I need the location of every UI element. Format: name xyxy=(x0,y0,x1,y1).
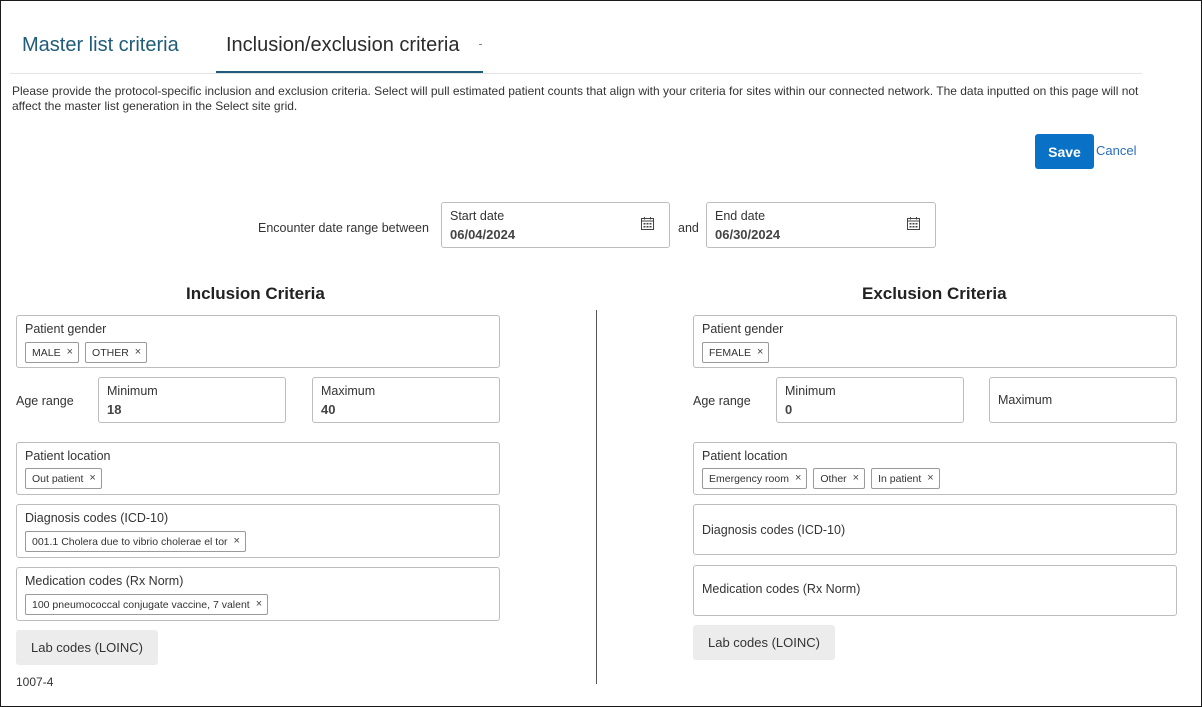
end-date-value: 06/30/2024 xyxy=(715,227,781,242)
inclusion-gender-label: Patient gender xyxy=(25,322,107,336)
end-date-field[interactable] xyxy=(706,202,936,248)
tab-separator-mark xyxy=(479,44,482,45)
remove-chip-icon[interactable]: × xyxy=(66,346,74,358)
remove-chip-icon[interactable]: × xyxy=(757,346,764,358)
inclusion-gender-field[interactable] xyxy=(16,315,500,368)
calendar-icon[interactable] xyxy=(641,217,654,230)
inclusion-diagnosis-chip: 001.1 Cholera due to vibrio cholerae el tor × xyxy=(25,531,246,552)
inclusion-age-min-field[interactable] xyxy=(98,377,286,423)
exclusion-gender-label: Patient gender xyxy=(702,322,784,336)
tab-inclusion-exclusion-criteria[interactable]: Inclusion/exclusion criteria xyxy=(226,34,460,56)
remove-chip-icon[interactable]: × xyxy=(794,472,802,484)
tab-master-list-criteria[interactable]: Master list criteria xyxy=(22,34,179,56)
exclusion-diagnosis-label: Diagnosis codes (ICD-10) xyxy=(702,523,846,537)
remove-chip-icon[interactable]: × xyxy=(233,535,240,547)
exclusion-age-max-label: Maximum xyxy=(998,393,1053,407)
calendar-icon[interactable] xyxy=(907,217,920,230)
remove-chip-icon[interactable]: × xyxy=(134,346,142,358)
column-divider xyxy=(596,310,597,684)
inclusion-age-max-label: Maximum xyxy=(321,384,376,398)
exclusion-diagnosis-field[interactable] xyxy=(693,504,1177,555)
encounter-date-range-label: Encounter date range between xyxy=(258,221,429,235)
exclusion-medication-field[interactable] xyxy=(693,565,1177,616)
intro-text: Please provide the protocol-specific inclusion and exclusion criteria. Select will pull estimated patient counts that align with your criteria for sites within our connected network. The data inputted on this page will not affect the master list generation in the Select site grid. xyxy=(12,84,1139,113)
inclusion-age-min-label: Minimum xyxy=(107,384,158,398)
remove-chip-icon[interactable]: × xyxy=(927,472,934,484)
inclusion-age-range-label: Age range xyxy=(16,394,74,408)
inclusion-medication-label: Medication codes (Rx Norm) xyxy=(25,574,184,588)
exclusion-gender-field[interactable] xyxy=(693,315,1177,368)
exclusion-criteria-title: Exclusion Criteria xyxy=(862,284,1007,303)
exclusion-gender-chip: FEMALE × xyxy=(702,342,769,363)
inclusion-medication-field[interactable] xyxy=(16,567,500,621)
exclusion-age-min-value: 0 xyxy=(785,402,793,417)
inclusion-diagnosis-field[interactable] xyxy=(16,504,500,558)
inclusion-lab-codes-button[interactable]: Lab codes (LOINC) xyxy=(16,630,158,665)
exclusion-age-range-label: Age range xyxy=(693,394,751,408)
inclusion-location-chip: Out patient × xyxy=(25,468,102,489)
start-date-field[interactable] xyxy=(441,202,670,248)
exclusion-lab-codes-button[interactable]: Lab codes (LOINC) xyxy=(693,625,835,660)
inclusion-diagnosis-label: Diagnosis codes (ICD-10) xyxy=(25,511,169,525)
and-label: and xyxy=(678,221,699,235)
inclusion-age-max-field[interactable] xyxy=(312,377,500,423)
exclusion-location-chip: Other × xyxy=(813,468,865,489)
exclusion-location-field[interactable] xyxy=(693,442,1177,495)
exclusion-age-min-label: Minimum xyxy=(785,384,836,398)
exclusion-age-max-field[interactable] xyxy=(989,377,1177,423)
start-date-label: Start date xyxy=(450,209,505,223)
save-button[interactable]: Save xyxy=(1035,134,1094,169)
end-date-label: End date xyxy=(715,209,766,223)
tabs-divider xyxy=(10,73,1142,74)
cancel-link[interactable]: Cancel xyxy=(1096,143,1137,158)
exclusion-location-chip: Emergency room × xyxy=(702,468,807,489)
inclusion-gender-chip: MALE × xyxy=(25,342,79,363)
start-date-value: 06/04/2024 xyxy=(450,227,516,242)
remove-chip-icon[interactable]: × xyxy=(255,598,263,610)
footer-code: 1007-4 xyxy=(16,675,54,689)
exclusion-location-chip: In patient × xyxy=(871,468,940,489)
exclusion-location-label: Patient location xyxy=(702,449,788,463)
inclusion-age-max-value: 40 xyxy=(321,402,336,417)
inclusion-medication-chip: 100 pneumococcal conjugate vaccine, 7 valent × xyxy=(25,594,268,615)
exclusion-age-min-field[interactable] xyxy=(776,377,964,423)
remove-chip-icon[interactable]: × xyxy=(89,472,96,484)
exclusion-medication-label: Medication codes (Rx Norm) xyxy=(702,582,861,596)
inclusion-age-min-value: 18 xyxy=(107,402,122,417)
inclusion-gender-chip: OTHER × xyxy=(85,342,147,363)
remove-chip-icon[interactable]: × xyxy=(852,472,860,484)
inclusion-location-label: Patient location xyxy=(25,449,111,463)
inclusion-criteria-title: Inclusion Criteria xyxy=(186,284,325,303)
inclusion-location-field[interactable] xyxy=(16,442,500,495)
